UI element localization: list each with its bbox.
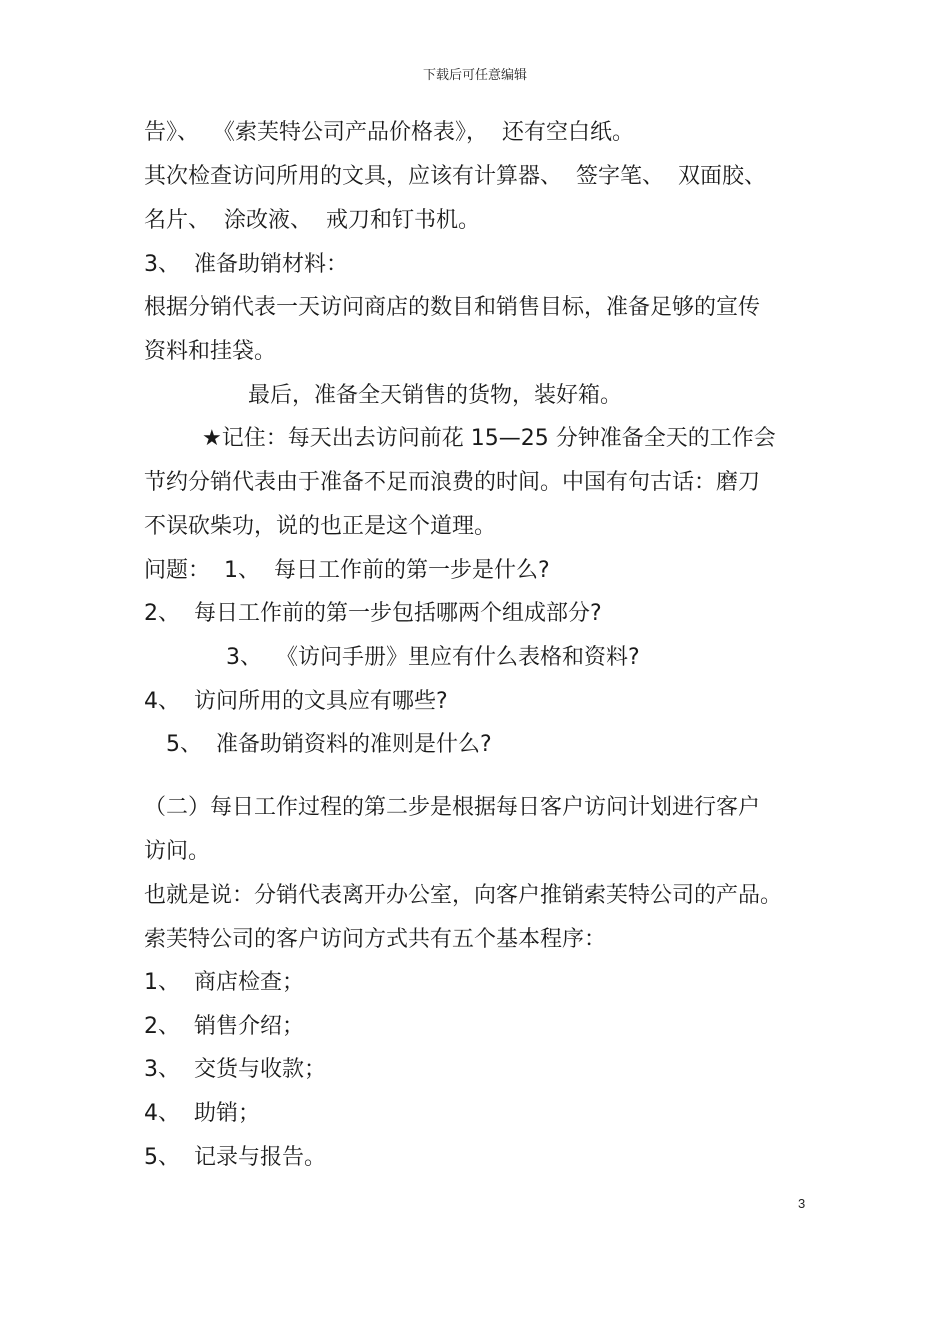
text-line: 资料和挂袋。 <box>144 339 277 364</box>
text-line: 其次检查访问所用的文具，应该有计算器、 签字笔、 双面胶、 <box>144 164 766 189</box>
list-item: 5、 记录与报告。 <box>144 1145 326 1170</box>
list-item: 2、 销售介绍； <box>144 1014 304 1039</box>
list-item: 1、 商店检查； <box>144 970 304 995</box>
text-line: 最后，准备全天销售的货物，装好箱。 <box>248 383 623 408</box>
text-line: 索芙特公司的客户访问方式共有五个基本程序： <box>144 927 607 952</box>
section-heading: （二）每日工作过程的第二步是根据每日客户访问计划进行客户 <box>144 795 761 820</box>
question-line: 3、 《访问手册》里应有什么表格和资料? <box>226 645 640 670</box>
section-heading: 3、 准备助销材料： <box>144 252 348 277</box>
question-line: 2、 每日工作前的第一步包括哪两个组成部分? <box>144 601 602 626</box>
text-line: 也就是说：分销代表离开办公室，向客户推销索芙特公司的产品。 <box>144 883 783 908</box>
page-header: 下载后可任意编辑 <box>422 68 527 83</box>
text-line: 名片、 涂改液、 戒刀和钉书机。 <box>144 208 480 233</box>
text-line: 根据分销代表一天访问商店的数目和销售目标，准备足够的宣传 <box>144 295 761 320</box>
question-line: 4、 访问所用的文具应有哪些? <box>144 689 448 714</box>
list-item: 4、 助销； <box>144 1101 260 1126</box>
page-number: 3 <box>798 1196 806 1211</box>
question-line: 问题： 1、 每日工作前的第一步是什么? <box>144 558 550 583</box>
question-line: 5、 准备助销资料的准则是什么? <box>166 732 492 757</box>
text-line: 不误砍柴功，说的也正是这个道理。 <box>144 514 497 539</box>
list-item: 3、 交货与收款； <box>144 1057 326 1082</box>
text-line: 节约分销代表由于准备不足而浪费的时间。中国有句古话：磨刀 <box>144 470 761 495</box>
text-line: 告》、 《索芙特公司产品价格表》， 还有空白纸。 <box>144 120 634 145</box>
note-line: ★记住：每天出去访问前花 15—25 分钟准备全天的工作会 <box>202 426 776 451</box>
text-line: 访问。 <box>144 839 211 864</box>
